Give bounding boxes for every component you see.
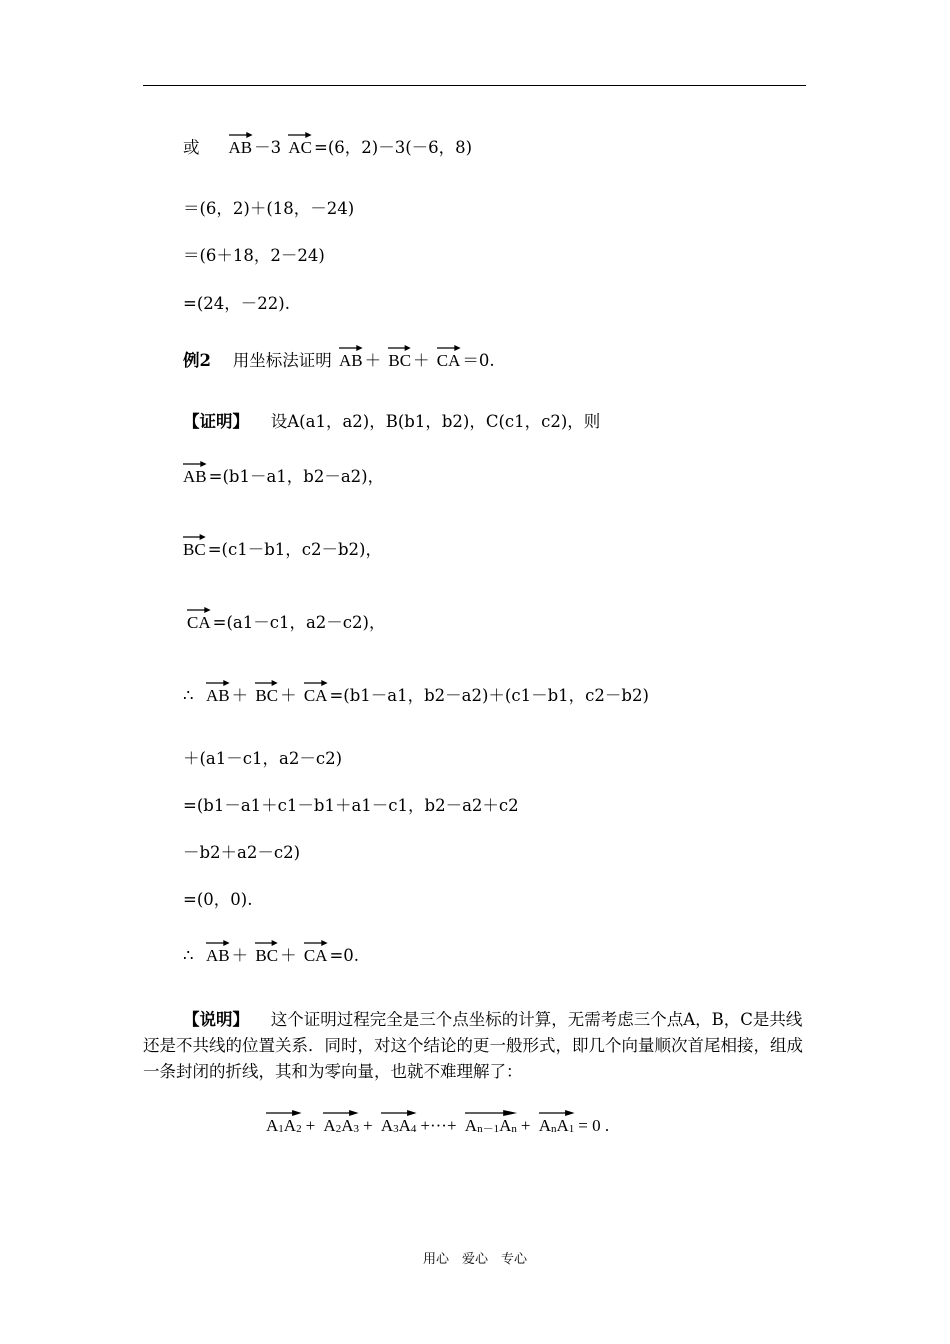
vector-a1a2: A1A2 — [266, 1108, 302, 1138]
plus: + — [362, 1116, 373, 1135]
sum-rest: =(b1－a1，b2－a2)＋(c1－b1，c2－b2) — [329, 686, 649, 705]
arrow-icon — [206, 938, 230, 948]
vector-ab: AB — [206, 938, 230, 965]
vector-ca: CA — [304, 678, 328, 705]
vector-ab: AB — [339, 343, 363, 370]
arrow-icon — [255, 938, 278, 948]
arrow-icon — [539, 1108, 575, 1118]
arrow-icon — [304, 938, 328, 948]
vector-ac: AC — [288, 130, 312, 157]
arrow-icon — [187, 605, 211, 615]
sum-line-4: －b2＋a2－c2) — [183, 843, 301, 862]
vector-bc: BC — [388, 343, 411, 370]
vector-ca: CA — [437, 343, 461, 370]
vector-ab: AB — [183, 459, 207, 486]
arrow-icon — [288, 130, 312, 140]
text-or: 或 — [183, 138, 200, 157]
arrow-icon — [229, 130, 253, 140]
arrow-icon — [183, 532, 206, 542]
plus: ＋ — [364, 351, 382, 370]
sum-line-1 — [183, 678, 649, 706]
vector-a3a4: A3A4 — [381, 1108, 417, 1138]
arrow-icon — [465, 1108, 517, 1118]
note-label: 【说明】 — [183, 1010, 249, 1029]
eq-bc — [183, 532, 382, 560]
vector-bc: BC — [183, 532, 206, 559]
vector-ca: CA — [304, 938, 328, 965]
plus: ＋ — [413, 351, 430, 370]
arrow-icon — [206, 678, 230, 688]
header-rule — [143, 85, 806, 86]
therefore-symbol: ∴ — [183, 946, 194, 965]
line-3: ＝(6＋18，2－24) — [183, 246, 325, 265]
example-label: 例2 — [183, 351, 211, 370]
line-1 — [183, 130, 472, 158]
line-2: ＝(6，2)＋(18，－24) — [183, 199, 355, 218]
text-minus-3: －3 — [254, 138, 282, 157]
note-paragraph — [143, 1007, 810, 1085]
example-2-line — [183, 343, 495, 371]
arrow-icon — [183, 459, 207, 469]
eq-ab — [183, 459, 384, 487]
plus: + — [305, 1116, 316, 1135]
eq-ca-rest: =(a1－c1，a2－c2)， — [212, 613, 386, 632]
arrow-icon — [381, 1108, 417, 1118]
plus: ＋ — [280, 946, 297, 965]
plus: ＋ — [280, 686, 297, 705]
vector-an-1an: An－1An — [465, 1108, 517, 1138]
vector-ab: AB — [206, 678, 230, 705]
arrow-icon — [437, 343, 461, 353]
eq-ab-rest: =(b1－a1，b2－a2)， — [208, 467, 385, 486]
plus: ＋ — [231, 686, 249, 705]
sum-line-2: ＋(a1－c1，a2－c2) — [183, 749, 343, 768]
equals-zero: = 0 . — [578, 1116, 610, 1135]
ellipsis-plus: +···+ — [420, 1116, 457, 1135]
arrow-icon — [266, 1108, 302, 1118]
eq-ca — [183, 605, 385, 633]
plus: ＋ — [231, 946, 249, 965]
arrow-icon — [388, 343, 411, 353]
vector-ca: CA — [187, 605, 211, 632]
sum-line-3: =(b1－a1＋c1－b1＋a1－c1，b2－a2＋c2 — [183, 796, 519, 815]
proof-line — [183, 412, 600, 432]
vector-bc: BC — [255, 938, 278, 965]
vector-a2a3: A2A3 — [323, 1108, 359, 1138]
example-text: 用坐标法证明 — [232, 351, 332, 370]
eq-bc-rest: =(c1－b1，c2－b2)， — [207, 540, 382, 559]
conclusion-line — [183, 938, 359, 966]
line-4: =(24，－22). — [183, 294, 290, 313]
equals-zero: =0. — [329, 946, 360, 965]
page-footer: 用心 爱心 专心 — [422, 1252, 527, 1267]
sum-line-5: =(0，0). — [183, 890, 253, 909]
note-text: 这个证明过程完全是三个点坐标的计算，无需考虑三个点A，B，C是共线还是不共线的位置关系．同时，对这个结论的更一般形式，即几个向量顺次首尾相接，组成一条封闭的折线，其和为零向量，也就不难理解了： — [143, 1010, 803, 1081]
general-formula — [262, 1108, 609, 1138]
proof-text: 设A(a1，a2)，B(b1，b2)，C(c1，c2)，则 — [270, 412, 601, 431]
vector-bc: BC — [255, 678, 278, 705]
arrow-icon — [304, 678, 328, 688]
arrow-icon — [339, 343, 363, 353]
proof-label: 【证明】 — [183, 412, 249, 431]
vector-ana1: AnA1 — [539, 1108, 575, 1138]
equals-zero: ＝0. — [462, 351, 495, 370]
therefore-symbol: ∴ — [183, 686, 194, 705]
plus: + — [520, 1116, 531, 1135]
vector-ab: AB — [229, 130, 253, 157]
arrow-icon — [323, 1108, 359, 1118]
arrow-icon — [255, 678, 278, 688]
text-line1-rest: =(6，2)－3(－6，8) — [314, 138, 473, 157]
